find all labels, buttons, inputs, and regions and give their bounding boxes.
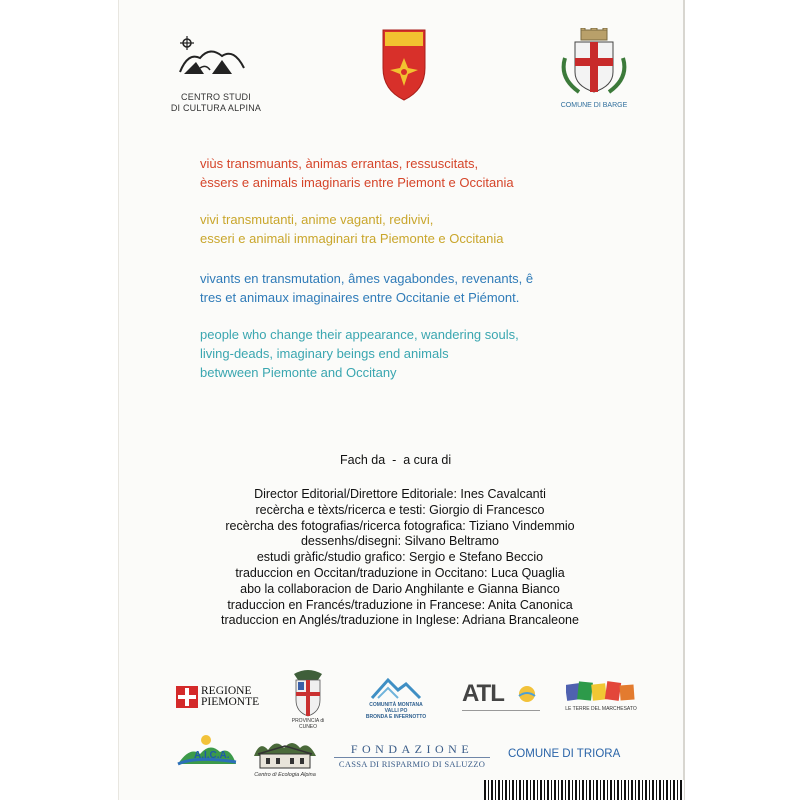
barge-coat-of-arms-icon — [557, 28, 631, 98]
credit-line: dessenhs/disegni: Silvano Beltramo — [300, 534, 500, 549]
sun-icon — [516, 684, 538, 704]
french-title — [200, 269, 533, 307]
credit-line: recèrcha e tèxts/ricerca e testi: Giorgio di Francesco — [255, 502, 545, 517]
alpine-building-icon — [250, 736, 320, 770]
comune-barge-label: COMUNE DI BARGE — [560, 102, 628, 109]
comunita-line3: BRONDA E INFERNOTTO — [365, 714, 427, 720]
comunita-line1: COMUNITÀ MONTANA — [369, 702, 423, 708]
piemonte-flag-icon — [176, 686, 198, 708]
aica-label: A.I.C.A. — [194, 750, 230, 761]
ecologia-label: Centro di Ecologia Alpina — [254, 772, 316, 778]
credits-list — [118, 487, 682, 629]
terre-marchesato-logo — [566, 680, 636, 716]
barcode — [484, 780, 684, 800]
credit-line: Director Editorial/Direttore Editoriale: Ines Cavalcanti — [254, 487, 546, 501]
credit-line: traduccion en Occitan/traduzione in Occitano: Luca Quaglia — [235, 565, 565, 580]
credit-line: abo la collaboracion de Dario Anghilante e Gianna Bianco — [240, 581, 560, 596]
mountain-icon — [370, 676, 422, 700]
italian-line-2: esseri e animali immaginari tra Piemonte e Occitania — [200, 231, 504, 246]
english-line-2: living-deads, imaginary beings end animals — [200, 346, 449, 361]
marchesato-colors-icon — [566, 680, 636, 704]
regione-piemonte-logo — [176, 684, 260, 710]
atl-underline — [462, 710, 540, 711]
regione-line2: PIEMONTE — [201, 696, 260, 708]
atl-wordmark: ATL — [462, 680, 504, 707]
comunita-label — [364, 702, 428, 720]
comunita-montana-logo — [364, 676, 428, 722]
chambra-doc-shield — [381, 28, 427, 102]
french-line-1: vivants en transmutation, âmes vagabondes, revenants, ê — [200, 271, 534, 286]
occitan-title — [200, 154, 514, 192]
centro-ecologia-logo — [250, 736, 320, 782]
regione-line1: REGIONE — [201, 685, 252, 697]
credit-line: estudi gràfic/studio grafico: Sergio e Stefano Beccio — [256, 550, 544, 565]
cuneo-shield-icon — [290, 668, 326, 718]
centro-studi-logo — [176, 28, 248, 82]
english-line-3: betwween Piemonte and Occitany — [200, 365, 397, 380]
credit-line: traduccion en Anglés/traduzione in Inglese: Adriana Brancaleone — [221, 613, 579, 628]
aica-logo — [176, 732, 238, 778]
marchesato-label: LE TERRE DEL MARCHESATO — [565, 706, 637, 712]
comunita-line2: VALLI PO — [384, 708, 408, 714]
fondazione-line2: CASSA DI RISPARMIO DI SALUZZO — [334, 757, 490, 769]
centro-studi-line2: DI CULTURA ALPINA — [170, 103, 262, 113]
centro-studi-line1: CENTRO STUDI — [181, 92, 251, 102]
fach-da-heading: Fach da - a cura di — [340, 453, 452, 467]
occitan-cross-shield-icon — [381, 28, 427, 102]
italian-line-1: vivi transmutanti, anime vaganti, redivivi, — [200, 212, 434, 227]
credit-line: recèrcha des fotografias/ricerca fotografica: Tiziano Vindemmio — [225, 518, 575, 533]
fondazione-line1: FONDAZIONE — [350, 742, 474, 756]
french-line-2: tres et animaux imaginaires entre Occitanie et Piémont. — [200, 290, 520, 305]
english-line-1: people who change their appearance, wandering souls, — [200, 327, 519, 342]
comune-barge-crest — [557, 28, 631, 98]
provincia-cuneo-logo — [290, 668, 326, 730]
italian-title — [200, 210, 503, 248]
occitan-line-1: viùs transmuants, ànimas errantas, ressuscitats, — [200, 156, 479, 171]
provincia-label: PROVINCIA di CUNEO — [291, 718, 325, 730]
fondazione-crs-logo — [334, 742, 490, 772]
centro-studi-emblem-icon — [176, 28, 248, 82]
credit-line: traduccion en Francés/traduzione in Francese: Anita Canonica — [227, 597, 573, 612]
atl-logo — [462, 680, 540, 716]
comune-triora-label: COMUNE DI TRIORA — [508, 748, 621, 760]
occitan-line-2: èssers e animals imaginaris entre Piemont e Occitania — [200, 175, 514, 190]
centro-studi-name — [170, 92, 262, 114]
english-title — [200, 325, 519, 382]
